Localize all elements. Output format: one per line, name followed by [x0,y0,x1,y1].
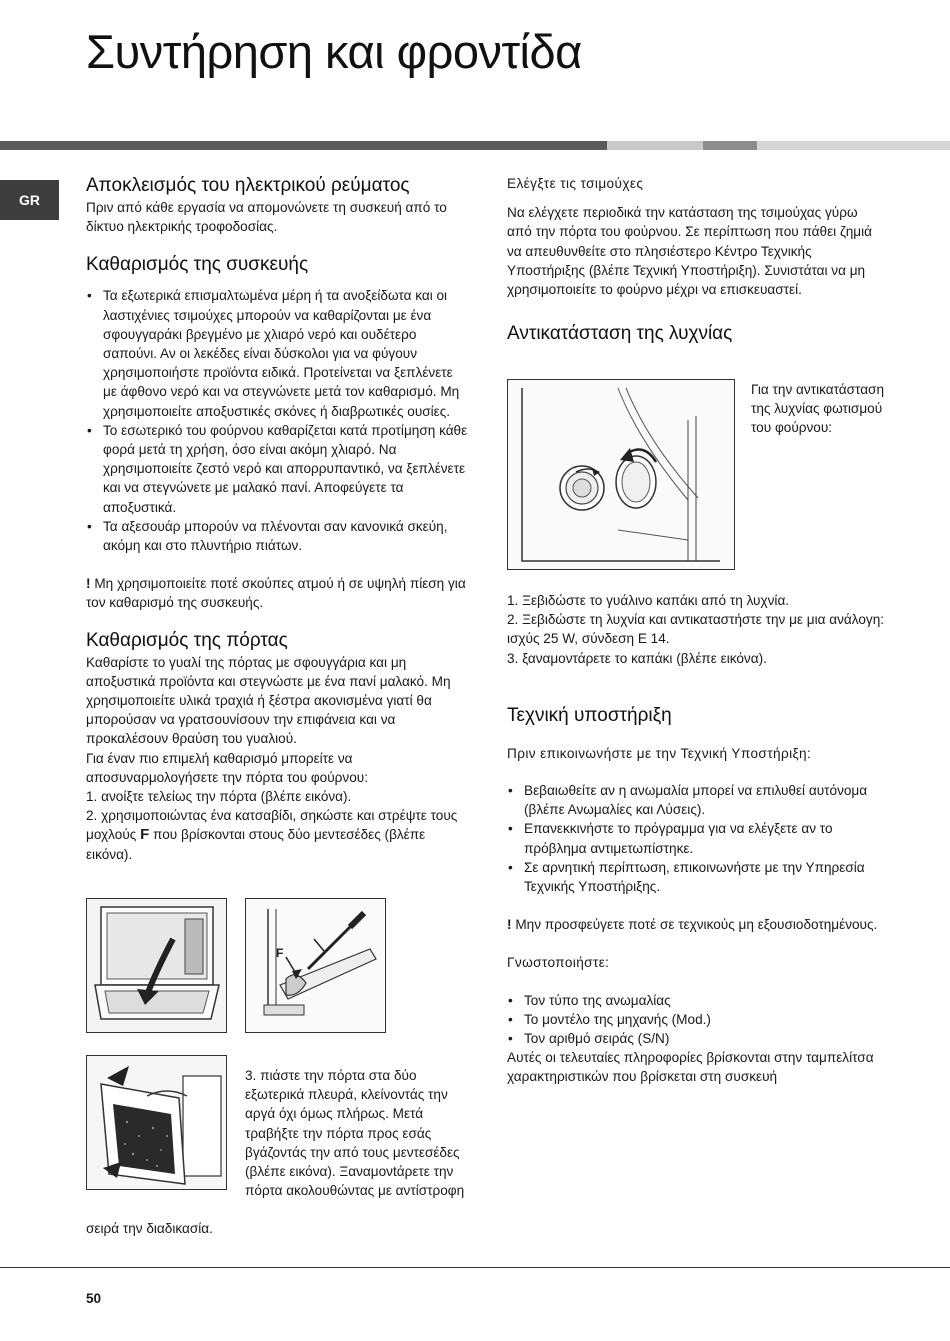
right-column-lower [507,591,885,1087]
hinge-lever-illustration [246,899,385,1032]
figure-hinge-lever [245,898,386,1033]
list-item: • Το εσωτερικό του φούρνου καθαρίζεται κατά προτίμηση κάθε φορά μετά τη χρήση, όσο είναι ακόμη χλιαρό. Να χρησιμοποιείτε ζεστό νερό και απορρυπαντικό, να ξεπλένετε και να στεγνώνετε με μαλακό πανί. Αποφεύγετε τα αποξυστικά. [86,421,470,517]
list-item: • Σε αρνητική περίπτωση, επικοινωνήστε με την Υπηρεσία Τεχνικής Υποστήριξης. [507,858,885,896]
lamp-caption: Για την αντικατάσταση της λυχνίας φωτισμού του φούρνου: [751,382,885,436]
door-removal-illustration [87,1056,226,1189]
door-step-3-block [245,1066,470,1200]
lamp-heading: Αντικατάσταση της λυχνίας [507,323,733,345]
list-item: • Τα εξωτερικά επισμαλτωμένα μέρη ή τα ανοξείδωτα και οι λαστιχένιες τσιμούχες μπορούν να καθαρίζονται με ένα σφουγγαράκι βρεγμένο με χλιαρό νερό και ουδέτερο σαπούνι. Αν οι λεκέδες είναι δύσκολοι για να φύγουν χρησιμοποιήστε προϊόντα ειδικά. Προτείνεται να ξεπλένετε με άφθονο νερό και να στεγνώνετε μετά τον καθαρισμό. Μη χρησιμοποιείτε αποξυστικές σκόνες ή διαβρωτικές ουσίες. [86,286,470,420]
door-open-illustration [87,899,226,1032]
warning-icon: ! [86,576,91,592]
door-intro: Για έναν πιο επιμελή καθαρισμό μπορείτε να αποσυναρμολογήσετε την πόρτα του φούρνου: [86,750,368,785]
list-item: • Τον αριθμό σειράς (S/N) [507,1029,885,1048]
figure-label-f: F [276,946,284,960]
lamp-step: 2. Ξεβιδώστε τη λυχνία και αντικαταστήστε την με μια ανάλογη: ισχύς 25 W, σύνδεση E 14. [507,612,885,647]
lamp-step: 3. ξαναμοντάρετε το καπάκι (βλέπε εικόνα). [507,650,767,666]
power-heading: Αποκλεισμός του ηλεκτρικού ρεύματος [86,175,410,196]
door-step-2-text-end: που βρίσκονται στους δύο μεντεσέδες (βλέπε εικόνα). [86,827,426,862]
figure-door-removal [86,1055,227,1190]
lamp-illustration [508,380,734,569]
door-step-2 [86,806,470,864]
list-item: • Επανεκκινήστε το πρόγραμμα για να ελέγξετε αν το πρόβλημα αντιμετωπίστηκε. [507,819,885,857]
notify-list [507,991,885,1049]
door-step-3: 3. πιάστε την πόρτα στα δύο εξωτερικά πλευρά, κλείνοντάς την αργά όχι όμως πλήρως. Μετά τραβήξτε την πόρτα προς εσάς βγάζοντάς την από τους μεντεσέδες (βλέπε εικόνα). Ξαναμονtάρετε την πόρτα ακολουθώντας με αντίστροφη [245,1068,465,1199]
figure-door-open [86,898,227,1033]
door-step-1: 1. ανοίξτε τελείως την πόρτα (βλέπε εικόνα). [86,789,352,805]
warning-icon: ! [507,917,512,933]
cleaning-list [86,286,470,555]
support-list [507,781,885,896]
list-item: • Το μοντέλο της μηχανής (Mod.) [507,1010,885,1029]
list-item: • Τα αξεσουάρ μπορούν να πλένονται σαν κανονικά σκεύη, ακόμη και στο πλυντήριο πιάτων. [86,517,470,555]
figure-lamp [507,379,735,570]
door-step-3-end-block [86,1219,470,1238]
lamp-step: 1. Ξεβιδώστε το γυάλινο καπάκι από τη λυχνία. [507,593,790,608]
seals-heading: Ελέγξτε τις τσιμούχες [507,176,644,191]
language-tab: GR [0,180,59,220]
right-column [507,174,885,346]
cleaning-warning [86,574,470,612]
page-title: Συντήρηση και φροντίδα [86,25,582,78]
seals-text: Να ελέγχετε περιοδικά την κατάσταση της τσιμούχας γύρω από την πόρτα του φούρνου. Σε περίπτωση που πάθει ζημιά να απευθυνθείτε στο πλησιέστερο Κέντρο Τεχνικής Υποστήριξης (βλέπε Τεχνική Υποστήριξη). Συνιστάται να μη χρησιμοποιείτε το φούρνο μέχρι να επισκευαστεί. [507,205,872,298]
door-text: Καθαρίστε το γυαλί της πόρτας με σφουγγάρια και μη αποξυστικά προϊόντα και στεγνώστε με ένα πανί μαλακό. Μη χρησιμοποιείτε υλικά τραχιά ή ξέστρα ακονισμένα γιατί θα μπορούσαν να γρατσουνίσουν την επιφάνεια και να προκαλέσουν θραύση του γυαλιού. [86,654,451,747]
door-step-2-text: 2. χρησιμοποιώντας ένα κατσαβίδι, σηκώστε και στρέψτε τους μοχλούς [86,808,458,843]
notify-heading: Γνωστοποιήστε: [507,955,610,971]
header-bar-segment [757,141,950,150]
door-step-3-end: σειρά την διαδικασία. [86,1221,213,1236]
header-bar-segment [607,141,703,150]
warning-text: Μη χρησιμοποιείτε ποτέ σκούπες ατμού ή σε υψηλή πίεση για τον καθαρισμό της συσκευής. [86,576,466,611]
lamp-caption-block [751,380,891,438]
footer-divider [0,1267,950,1268]
header-bar-segment [0,141,607,150]
left-column [86,174,470,864]
list-item: • Βεβαιωθείτε αν η ανωμαλία μπορεί να επιλυθεί αυτόνομα (βλέπε Ανωμαλίες και Λύσεις). [507,781,885,819]
list-item: • Τον τύπο της ανωμαλίας [507,991,885,1010]
power-text: Πριν από κάθε εργασία να απομονώνετε τη συσκευή από το δίκτυο ηλεκτρικής τροφοδοσίας. [86,200,447,235]
page-number: 50 [86,1291,102,1306]
lever-label: F [140,826,150,844]
header-bar-segment [703,141,757,150]
support-subheading: Πριν επικοινωνήστε με την Τεχνική Υποστήριξη: [507,745,812,761]
support-heading: Τεχνική υποστήριξη [507,704,672,726]
notify-text: Αυτές οι τελευταίες πληροφορίες βρίσκονται στην ταμπελίτσα χαρακτηριστικών που βρίσκεται στη συσκευή [507,1050,874,1085]
door-heading: Καθαρισμός της πόρτας [86,629,288,651]
header-color-bar [0,141,950,150]
support-warning [507,915,885,934]
cleaning-heading: Καθαρισμός της συσκευής [86,254,309,276]
support-warning-text: Μην προσφεύγετε ποτέ σε τεχνικούς μη εξουσιοδοτημένους. [515,917,878,933]
